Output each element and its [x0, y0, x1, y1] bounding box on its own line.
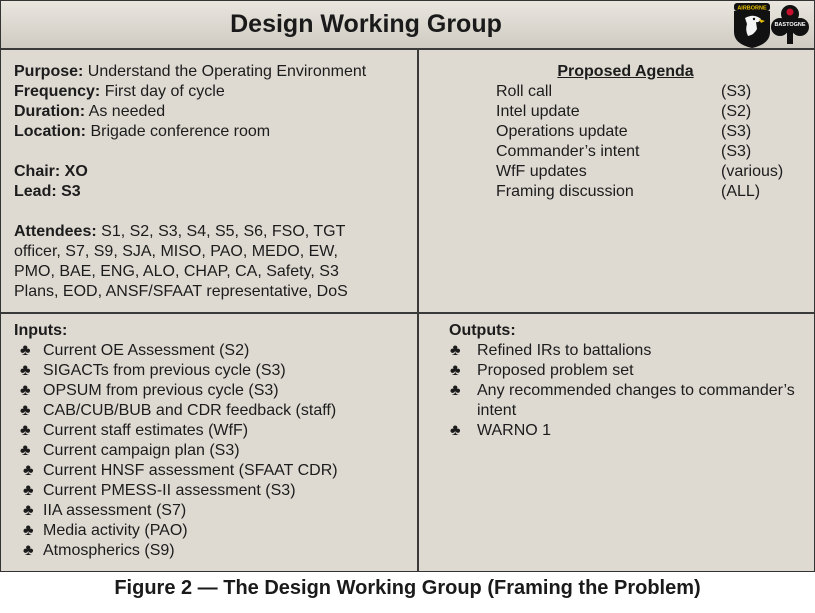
lead-line: Lead: S3 [14, 183, 81, 200]
outputs-heading: Outputs: [449, 322, 516, 339]
input-item: Current staff estimates (WfF) [43, 422, 249, 439]
purpose-line: Purpose: Understand the Operating Environment [14, 63, 367, 80]
club-bullet-icon: ♣ [20, 442, 31, 459]
attendees-line: officer, S7, S9, SJA, MISO, PAO, MEDO, EW, [14, 243, 338, 260]
attendees-line: Plans, EOD, ANSF/SFAAT representative, DoS [14, 283, 348, 300]
outputs-panel [419, 314, 814, 571]
input-item: Current HNSF assessment (SFAAT CDR) [43, 462, 338, 479]
agenda-item: WfF updates [496, 163, 587, 180]
input-item: OPSUM from previous cycle (S3) [43, 382, 279, 399]
agenda-owner: (S3) [721, 83, 752, 100]
bastogne-club-patch-icon [771, 5, 809, 44]
chair-line: Chair: XO [14, 163, 88, 180]
output-item: Refined IRs to battalions [477, 342, 652, 359]
attendees-line: Attendees: S1, S2, S3, S4, S5, S6, FSO, TGT [14, 223, 346, 240]
club-bullet-icon: ♣ [23, 502, 34, 519]
unit-logos [732, 2, 810, 48]
inputs-panel [1, 314, 419, 571]
output-item: WARNO 1 [477, 422, 552, 439]
club-bullet-icon: ♣ [20, 422, 31, 439]
club-bullet-icon: ♣ [23, 522, 34, 539]
club-bullet-icon: ♣ [450, 342, 461, 359]
club-bullet-icon: ♣ [20, 382, 31, 399]
frequency-line: Frequency: First day of cycle [14, 83, 225, 100]
meeting-details-panel [1, 50, 419, 314]
agenda-item: Roll call [496, 83, 553, 100]
agenda-item: Commander’s intent [496, 143, 640, 160]
club-bullet-icon: ♣ [20, 342, 31, 359]
inputs-heading: Inputs: [14, 322, 68, 339]
club-bullet-icon: ♣ [450, 382, 461, 399]
agenda-owner: (S3) [721, 143, 752, 160]
input-item: SIGACTs from previous cycle (S3) [43, 362, 286, 379]
agenda-panel [419, 50, 814, 314]
agenda-owner: (various) [721, 163, 784, 180]
input-item: IIA assessment (S7) [43, 502, 187, 519]
agenda-heading: Proposed Agenda [557, 63, 694, 80]
input-item: CAB/CUB/BUB and CDR feedback (staff) [43, 402, 337, 419]
agenda-owner: (ALL) [721, 183, 761, 200]
input-item: Current campaign plan (S3) [43, 442, 240, 459]
output-item-continuation: intent [477, 402, 517, 419]
location-line: Location: Brigade conference room [14, 123, 271, 140]
agenda-owner: (S3) [721, 123, 752, 140]
club-bullet-icon: ♣ [20, 362, 31, 379]
club-bullet-icon: ♣ [23, 462, 34, 479]
duration-line: Duration: As needed [14, 103, 166, 120]
title-bar [1, 1, 814, 50]
agenda-item: Operations update [496, 123, 628, 140]
input-item: Atmospherics (S9) [43, 542, 175, 559]
figure-caption: Figure 2 — The Design Working Group (Framing the Problem) [114, 577, 701, 599]
attendees-line: PMO, BAE, ENG, ALO, CHAP, CA, Safety, S3 [14, 263, 339, 280]
club-bullet-icon: ♣ [20, 402, 31, 419]
club-bullet-icon: ♣ [23, 482, 34, 499]
bastogne-text: BASTOGNE [774, 22, 806, 28]
club-bullet-icon: ♣ [450, 422, 461, 439]
input-item: Current OE Assessment (S2) [43, 342, 250, 359]
output-item: Proposed problem set [477, 362, 634, 379]
input-item: Current PMESS-II assessment (S3) [43, 482, 296, 499]
slide-title: Design Working Group [230, 10, 502, 38]
agenda-item: Intel update [496, 103, 580, 120]
club-bullet-icon: ♣ [450, 362, 461, 379]
screaming-eagle-patch-icon [734, 3, 770, 48]
agenda-owner: (S2) [721, 103, 752, 120]
club-bullet-icon: ♣ [23, 542, 34, 559]
agenda-item: Framing discussion [496, 183, 634, 200]
input-item: Media activity (PAO) [43, 522, 188, 539]
airborne-tab-text: AIRBORNE [737, 5, 767, 12]
output-item: Any recommended changes to commander’s [477, 382, 795, 399]
